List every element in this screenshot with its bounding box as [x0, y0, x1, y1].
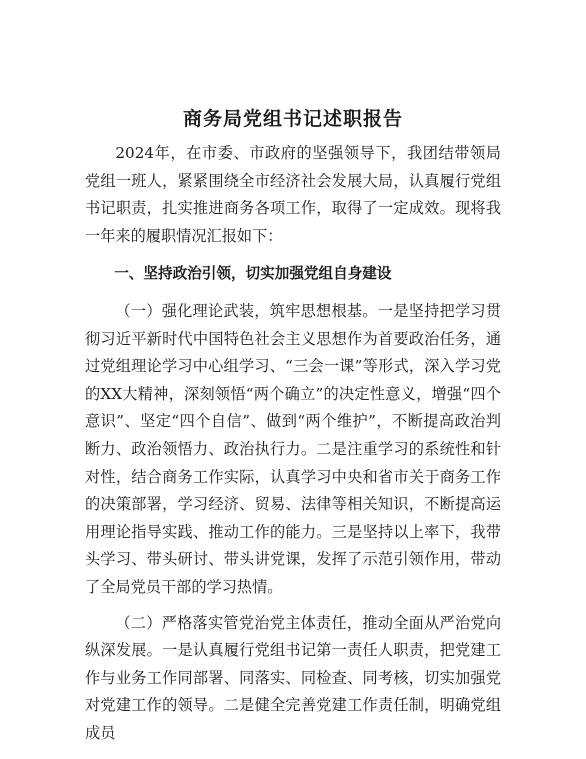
body-paragraph: （一）强化理论武装，筑牢思想根基。一是坚持把学习贯彻习近平新时代中国特色社会主义思想作为首要政治任务，通过党组理论学习中心组学习、“三会一课”等形式，深入学习党的XX大精神，深刻领悟“两个确立”的决定性意义，增强“四个意识”、坚定“四个自信”、做到“两个维护”，不断提高政治判断力、政治领悟力、政治执行力。二是注重学习的系统性和针对性，结合商务工作实际，认真学习中央和省市关于商务工作的决策部署，学习经济、贸易、法律等相关知识，不断提高运用理论指导实践、推动工作的能力。三是坚持以上率下，我带头学习、带头研讨、带头讲党课，发挥了示范引领作用，带动了全局党员干部的学习热情。 — [85, 301, 501, 596]
document-title: 商务局党组书记述职报告 — [182, 108, 403, 130]
body-paragraph: （二）严格落实管党治党主体责任，推动全面从严治党向纵深发展。一是认真履行党组书记第一责任人职责，把党建工作与业务工作同部署、同落实、同检查、同考核，切实加强党对党建工作的领导。二是健全完善党建工作责任制，明确党组成员 — [85, 613, 501, 742]
document-body — [85, 140, 501, 747]
intro-paragraph: 2024年，在市委、市政府的坚强领导下，我团结带领局党组一班人，紧紧围绕全市经济社会发展大局，认真履行党组书记职责，扎实推进商务各项工作，取得了一定成效。现将我一年来的履职情况汇报如下： — [85, 144, 501, 245]
section-heading: 一、坚持政治引领，切实加强党组自身建设 — [114, 265, 392, 283]
